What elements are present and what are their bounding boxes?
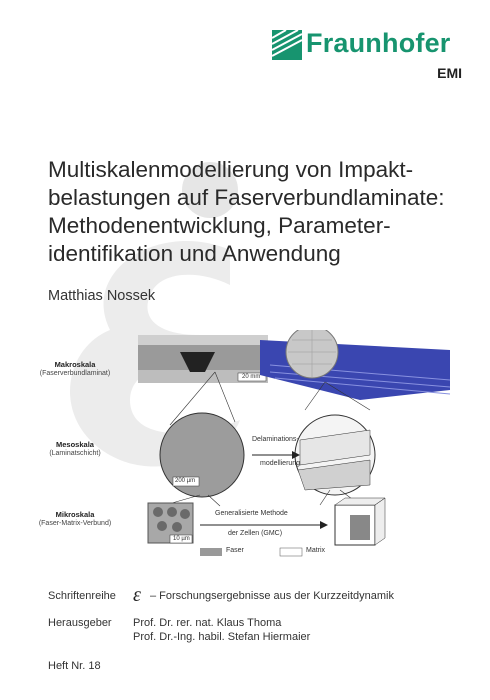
author: Matthias Nossek (48, 288, 156, 304)
multiscale-figure (30, 330, 460, 560)
level-desc: (Faserverbundlaminat) (39, 370, 111, 377)
series-label: Schriftenreihe (48, 590, 116, 602)
series-epsilon-symbol: ε (133, 584, 141, 606)
level-desc: (Faser-Matrix-Verbund) (38, 520, 112, 527)
fraunhofer-logo (272, 30, 462, 80)
editor-name: Prof. Dr.-Ing. habil. Stefan Hiermaier (133, 631, 311, 643)
scalebar-micro: 10 µm (173, 536, 190, 542)
legend-matrix: Matrix (306, 547, 326, 554)
title-line: belastungen auf Faserverbundlaminate: (48, 185, 445, 210)
scalebar-macro: 20 mm (242, 374, 261, 380)
arrow2-label-line1: Generalisierte Methode (215, 510, 288, 517)
arrow1-label-line2: modellierung (260, 460, 301, 467)
figure-graphics (30, 330, 460, 560)
scalebar-meso: 200 µm (175, 478, 196, 484)
level-name: Makroskala (54, 360, 96, 369)
legend-faser: Faser (226, 547, 244, 554)
legend-faser-swatch (200, 548, 222, 556)
arrow2-label-line2: der Zellen (GMC) (228, 530, 283, 537)
editors-label: Herausgeber (48, 617, 112, 629)
legend-matrix-swatch (280, 548, 302, 556)
series-title: – Forschungsergebnisse aus der Kurzzeitdynamik (150, 590, 394, 602)
issue-number: Heft Nr. 18 (48, 660, 101, 672)
level-desc: (Laminatschicht) (49, 450, 101, 457)
level-name: Mikroskala (55, 510, 95, 519)
title-line: identifikation und Anwendung (48, 241, 341, 266)
publisher-name: Fraunhofer (306, 28, 451, 58)
arrow1-label-line1: Delaminations- (252, 436, 299, 443)
title-line: Methodenentwicklung, Parameter- (48, 213, 391, 238)
fraunhofer-logo-mark-icon (272, 30, 302, 60)
institute-name: EMI (437, 65, 462, 81)
book-title (48, 156, 468, 268)
level-name: Mesoskala (56, 440, 94, 449)
meso-photo (160, 413, 244, 497)
editor-name: Prof. Dr. rer. nat. Klaus Thoma (133, 617, 282, 629)
title-line: Multiskalenmodellierung von Impakt- (48, 157, 414, 182)
